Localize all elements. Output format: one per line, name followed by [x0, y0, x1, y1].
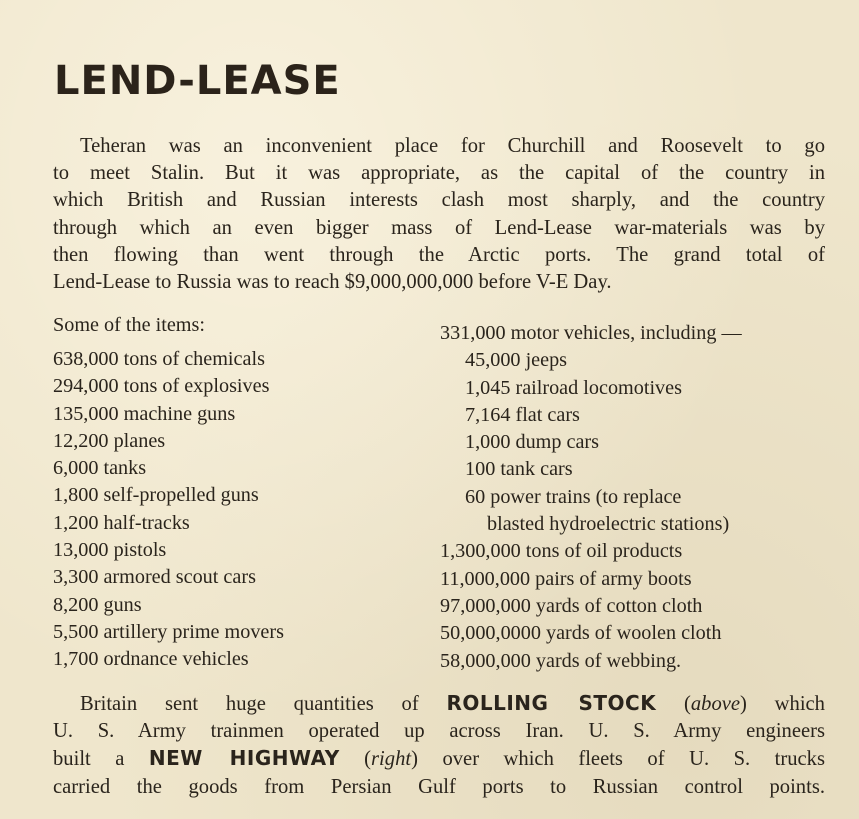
list-item: 6,000 tanks — [53, 457, 147, 480]
list-item: 13,000 pistols — [53, 539, 167, 562]
items-heading: Some of the items: — [53, 314, 205, 336]
outro-line — [53, 690, 825, 718]
list-item: 294,000 tons of explosives — [53, 375, 270, 398]
page-title: LEND-LEASE — [54, 58, 341, 104]
right-reference: right — [371, 748, 412, 771]
list-item: 638,000 tons of chemicals — [53, 348, 265, 370]
list-item: 3,300 armored scout cars — [53, 566, 256, 589]
list-item: blasted hydroelectric stations) — [487, 513, 730, 536]
list-item: 1,800 self-propelled guns — [53, 484, 259, 507]
outro-text: built a — [53, 748, 149, 771]
intro-line: which British and Russian interests clash most sharply, and the country — [53, 189, 825, 212]
list-item: 1,000 dump cars — [465, 431, 599, 454]
above-reference: above — [690, 693, 741, 715]
list-item: 11,000,000 pairs of army boots — [440, 567, 692, 590]
list-item: 1,200 half-tracks — [53, 511, 190, 534]
list-item: 331,000 motor vehicles, including — — [440, 322, 742, 344]
rolling-stock-keyword: ROLLING STOCK — [446, 691, 657, 715]
list-item: 45,000 jeeps — [465, 349, 568, 372]
list-item: 1,045 railroad locomotives — [465, 376, 682, 399]
outro-text: ) over which fleets of U. S. trucks — [411, 748, 825, 771]
outro-line: carried the goods from Persian Gulf ports to Russian control points. — [53, 775, 825, 798]
outro-text: ( — [339, 748, 372, 771]
outro-paragraph — [53, 690, 825, 801]
list-item: 60 power trains (to replace — [465, 485, 682, 508]
outro-line: U. S. Army trainmen operated up across Iran. U. S. Army engineers — [53, 720, 825, 743]
outro-text: ) which — [740, 693, 825, 715]
list-item: 50,000,0000 yards of woolen cloth — [440, 622, 722, 645]
list-item: 135,000 machine guns — [53, 402, 236, 425]
new-highway-keyword: NEW HIGHWAY — [148, 746, 340, 771]
list-item: 1,300,000 tons of oil products — [440, 540, 683, 563]
list-item: 100 tank cars — [465, 458, 573, 481]
list-item: 97,000,000 yards of cotton cloth — [440, 594, 703, 617]
intro-line: then flowing than went through the Arctic ports. The grand total of — [53, 243, 825, 266]
intro-paragraph — [53, 133, 825, 296]
outro-text: ( — [656, 693, 691, 715]
intro-line: Teheran was an inconvenient place for Churchill and Roosevelt to go — [80, 135, 825, 157]
list-item: 58,000,000 yards of webbing. — [440, 649, 682, 672]
intro-line: through which an even bigger mass of Lend-Lease war-materials was by — [53, 216, 825, 239]
list-item: 8,200 guns — [53, 593, 142, 616]
list-item: 12,200 planes — [53, 429, 166, 452]
outro-text: Britain sent huge quantities of — [80, 693, 447, 715]
intro-line: Lend-Lease to Russia was to reach $9,000,000,000 before V-E Day. — [53, 271, 612, 294]
list-item: 7,164 flat cars — [465, 403, 580, 426]
outro-line — [53, 745, 825, 773]
list-item: 1,700 ordnance vehicles — [53, 648, 249, 671]
items-list-right — [440, 320, 840, 675]
items-list-left — [53, 312, 433, 674]
list-item: 5,500 artillery prime movers — [53, 620, 284, 643]
intro-line: to meet Stalin. But it was appropriate, as the capital of the country in — [53, 162, 825, 185]
